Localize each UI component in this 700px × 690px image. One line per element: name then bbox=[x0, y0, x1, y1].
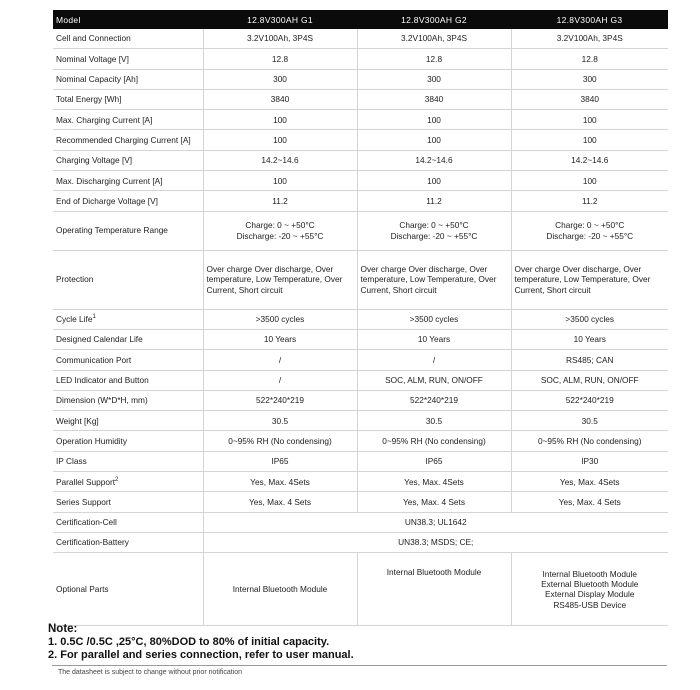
notes bbox=[48, 623, 354, 662]
cell-g2: 12.8 bbox=[357, 49, 511, 69]
note-line: 2. For parallel and series connection, refer to user manual. bbox=[48, 649, 354, 661]
cell-g2: 522*240*219 bbox=[357, 390, 511, 410]
cell-g1: 100 bbox=[203, 130, 357, 150]
cell-g2: 11.2 bbox=[357, 191, 511, 211]
cell-g1: 300 bbox=[203, 69, 357, 89]
cell-g1: 522*240*219 bbox=[203, 390, 357, 410]
cell-g3 bbox=[511, 211, 668, 250]
cell-g2: 0~95% RH (No condensing) bbox=[357, 431, 511, 451]
row-label: IP Class bbox=[53, 451, 203, 471]
spec-table bbox=[53, 10, 668, 626]
cell-g3: 0~95% RH (No condensing) bbox=[511, 431, 668, 451]
cell-g2: 100 bbox=[357, 110, 511, 130]
cell-g1: Over charge Over discharge, Over temperature, Low Temperature, Over Current, Short circuit bbox=[203, 250, 357, 309]
cell-g3 bbox=[511, 553, 668, 626]
row-label: Recommended Charging Current [A] bbox=[53, 130, 203, 150]
cell-g1: 100 bbox=[203, 171, 357, 191]
cell-g1: 14.2~14.6 bbox=[203, 150, 357, 170]
table-row bbox=[53, 150, 668, 170]
table-row-cert-cell bbox=[53, 512, 668, 532]
optional-item: External Bluetooth Module bbox=[541, 578, 639, 589]
row-label: Operating Temperature Range bbox=[53, 211, 203, 250]
cell-g2: Over charge Over discharge, Over temperature, Low Temperature, Over Current, Short circuit bbox=[357, 250, 511, 309]
note-line: 1. 0.5C /0.5C ,25°C, 80%DOD to 80% of initial capacity. bbox=[48, 636, 330, 648]
disclaimer-text: The datasheet is subject to change without prior notification bbox=[58, 669, 243, 676]
cell-g3: 10 Years bbox=[511, 329, 668, 349]
cell-g3: 12.8 bbox=[511, 49, 668, 69]
cell-g3: 30.5 bbox=[511, 411, 668, 431]
row-label: LED Indicator and Button bbox=[53, 370, 203, 390]
cell-g2: Yes, Max. 4Sets bbox=[357, 472, 511, 492]
cell-g1: 12.8 bbox=[203, 49, 357, 69]
divider bbox=[52, 665, 667, 666]
row-label: Certification-Cell bbox=[53, 512, 203, 532]
cell-g3: Yes, Max. 4Sets bbox=[511, 472, 668, 492]
row-label: Designed Calendar Life bbox=[53, 329, 203, 349]
cell-g3: >3500 cycles bbox=[511, 309, 668, 329]
cell-g1: Internal Bluetooth Module bbox=[203, 553, 357, 626]
cell-g3: Yes, Max. 4 Sets bbox=[511, 492, 668, 512]
cell-g2: 10 Years bbox=[357, 329, 511, 349]
header-g2: 12.8V300AH G2 bbox=[357, 10, 511, 29]
cell-g3: 100 bbox=[511, 130, 668, 150]
row-label: Max. Discharging Current [A] bbox=[53, 171, 203, 191]
header-g3: 12.8V300AH G3 bbox=[511, 10, 668, 29]
table-row bbox=[53, 191, 668, 211]
datasheet bbox=[53, 10, 668, 626]
cell-g2: >3500 cycles bbox=[357, 309, 511, 329]
cell-g3: 11.2 bbox=[511, 191, 668, 211]
cell-g1: IP65 bbox=[203, 451, 357, 471]
notes-title: Note: bbox=[48, 623, 78, 635]
optional-item: RS485-USB Device bbox=[553, 599, 627, 610]
row-label bbox=[53, 472, 203, 492]
cell-g2: 3.2V100Ah, 3P4S bbox=[357, 29, 511, 49]
optional-item: Internal Bluetooth Module bbox=[542, 568, 638, 579]
footnote-marker: 2 bbox=[115, 476, 119, 483]
cell-g2: 14.2~14.6 bbox=[357, 150, 511, 170]
cell-g1: 3.2V100Ah, 3P4S bbox=[203, 29, 357, 49]
discharge-temp: Discharge: -20 ~ +55°C bbox=[390, 230, 478, 241]
discharge-temp: Discharge: -20 ~ +55°C bbox=[546, 230, 634, 241]
table-row-cert-battery bbox=[53, 532, 668, 552]
cell-g2: SOC, ALM, RUN, ON/OFF bbox=[357, 370, 511, 390]
cell-g3: 522*240*219 bbox=[511, 390, 668, 410]
table-row bbox=[53, 69, 668, 89]
table-row-temperature bbox=[53, 211, 668, 250]
charge-temp: Charge: 0 ~ +50°C bbox=[399, 220, 469, 231]
table-row bbox=[53, 29, 668, 49]
charge-temp: Charge: 0 ~ +50°C bbox=[245, 220, 315, 231]
table-row bbox=[53, 130, 668, 150]
row-label: Total Energy [Wh] bbox=[53, 89, 203, 109]
header-model: Model bbox=[53, 10, 203, 29]
table-row bbox=[53, 110, 668, 130]
table-row bbox=[53, 390, 668, 410]
cell-g1: / bbox=[203, 370, 357, 390]
cell-g3: Over charge Over discharge, Over temperature, Low Temperature, Over Current, Short circuit bbox=[511, 250, 668, 309]
cell-g3: 3840 bbox=[511, 89, 668, 109]
table-row bbox=[53, 451, 668, 471]
row-label: Weight [Kg] bbox=[53, 411, 203, 431]
table-row bbox=[53, 370, 668, 390]
table-header-row bbox=[53, 10, 668, 29]
row-label: Dimension (W*D*H, mm) bbox=[53, 390, 203, 410]
table-row bbox=[53, 431, 668, 451]
table-row-series bbox=[53, 492, 668, 512]
cell-g2: / bbox=[357, 350, 511, 370]
cell-g1: 3840 bbox=[203, 89, 357, 109]
cell-g1: / bbox=[203, 350, 357, 370]
cell-g2: IP65 bbox=[357, 451, 511, 471]
cell-g3: RS485; CAN bbox=[511, 350, 668, 370]
table-row-parallel bbox=[53, 472, 668, 492]
cell-g1: 100 bbox=[203, 110, 357, 130]
cell-g3: 14.2~14.6 bbox=[511, 150, 668, 170]
discharge-temp: Discharge: -20 ~ +55°C bbox=[236, 230, 324, 241]
cell-g2: 100 bbox=[357, 130, 511, 150]
row-label: Operation Humidity bbox=[53, 431, 203, 451]
cell-g1: 10 Years bbox=[203, 329, 357, 349]
row-label: Certification-Battery bbox=[53, 532, 203, 552]
table-row bbox=[53, 49, 668, 69]
cell-g1: 0~95% RH (No condensing) bbox=[203, 431, 357, 451]
cell-g1: Yes, Max. 4 Sets bbox=[203, 492, 357, 512]
table-row bbox=[53, 171, 668, 191]
cell-g2: Internal Bluetooth Module bbox=[357, 553, 511, 626]
cell-g1: 30.5 bbox=[203, 411, 357, 431]
row-label: Optional Parts bbox=[53, 553, 203, 626]
cell-g3: 3.2V100Ah, 3P4S bbox=[511, 29, 668, 49]
table-row bbox=[53, 350, 668, 370]
cell-g2: 100 bbox=[357, 171, 511, 191]
cell-g2: Yes, Max. 4 Sets bbox=[357, 492, 511, 512]
cell-merged: UN38.3; UL1642 bbox=[203, 512, 668, 532]
row-label: Communication Port bbox=[53, 350, 203, 370]
row-label: Charging Voltage [V] bbox=[53, 150, 203, 170]
footnote-marker: 1 bbox=[92, 314, 96, 321]
row-label: Series Support bbox=[53, 492, 203, 512]
row-label: Cell and Connection bbox=[53, 29, 203, 49]
cell-g1 bbox=[203, 211, 357, 250]
row-label-text: Parallel Support bbox=[56, 476, 116, 487]
cell-g2 bbox=[357, 211, 511, 250]
row-label bbox=[53, 309, 203, 329]
cell-g1: 11.2 bbox=[203, 191, 357, 211]
row-label: Protection bbox=[53, 250, 203, 309]
cell-g1: Yes, Max. 4Sets bbox=[203, 472, 357, 492]
cell-g3: 300 bbox=[511, 69, 668, 89]
cell-g1: >3500 cycles bbox=[203, 309, 357, 329]
row-label: Nominal Voltage [V] bbox=[53, 49, 203, 69]
cell-g3: 100 bbox=[511, 171, 668, 191]
table-row bbox=[53, 329, 668, 349]
table-row bbox=[53, 411, 668, 431]
row-label: End of Dicharge Voltage [V] bbox=[53, 191, 203, 211]
cell-merged: UN38.3; MSDS; CE; bbox=[203, 532, 668, 552]
cell-g2: 30.5 bbox=[357, 411, 511, 431]
row-label-text: Cycle Life bbox=[56, 314, 93, 325]
cell-g3: 100 bbox=[511, 110, 668, 130]
row-label: Nominal Capacity [Ah] bbox=[53, 69, 203, 89]
optional-item: External Display Module bbox=[545, 589, 635, 600]
disclaimer-footer bbox=[0, 665, 700, 685]
charge-temp: Charge: 0 ~ +50°C bbox=[555, 220, 625, 231]
cell-g3: SOC, ALM, RUN, ON/OFF bbox=[511, 370, 668, 390]
header-g1: 12.8V300AH G1 bbox=[203, 10, 357, 29]
row-label: Max. Charging Current [A] bbox=[53, 110, 203, 130]
table-row-optional bbox=[53, 553, 668, 626]
cell-g3: IP30 bbox=[511, 451, 668, 471]
cell-g2: 300 bbox=[357, 69, 511, 89]
cell-g2: 3840 bbox=[357, 89, 511, 109]
table-row bbox=[53, 89, 668, 109]
table-row-cycle-life bbox=[53, 309, 668, 329]
table-row-protection bbox=[53, 250, 668, 309]
